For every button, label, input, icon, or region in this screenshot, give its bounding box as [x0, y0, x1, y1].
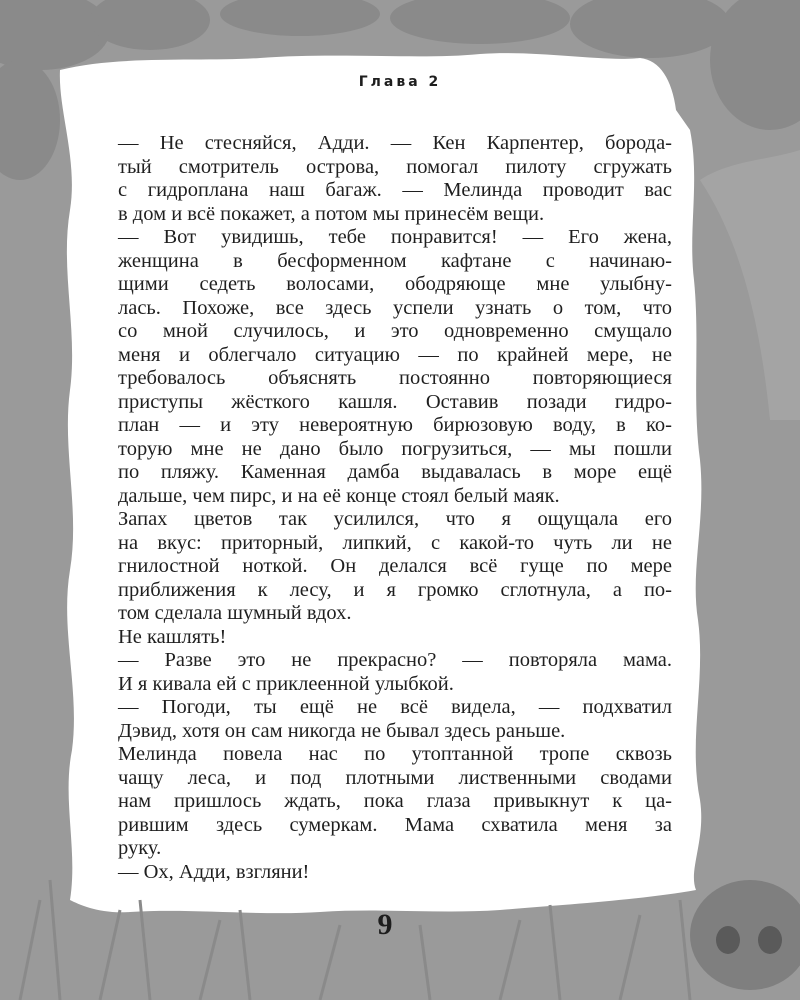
text-line: женщина в бесформенном кафтане с начинаю- [118, 249, 672, 272]
text-line: тый смотритель острова, помогал пилоту сгружать [118, 155, 672, 178]
page-number: 9 [377, 908, 393, 941]
paragraph [118, 626, 672, 650]
text-line: приближения к лесу, и я громко сглотнула, а по- [118, 578, 672, 601]
text-line: И я кивала ей с приклеенной улыбкой. [118, 672, 454, 695]
paragraph [118, 861, 672, 885]
text-line: со мной случилось, и это одновременно смущало [118, 320, 672, 342]
text-line: Не кашлять! [118, 625, 227, 648]
text-line: — Погоди, ты ещё не всё видела, — подхватил [118, 696, 672, 718]
text-line: торую мне не дано было погрузиться, — мы пошли [118, 437, 672, 460]
paragraph [118, 132, 672, 226]
text-line: с гидроплана наш багаж. — Мелинда проводит вас [118, 179, 672, 201]
paragraph [118, 696, 672, 743]
text-line: план — и эту невероятную бирюзовую воду, в ко- [118, 414, 672, 436]
text-line: Дэвид, хотя он сам никогда не бывал здесь раньше. [118, 719, 566, 742]
text-line: — Вот увидишь, тебе понравится! — Его жена, [118, 226, 672, 248]
text-line: руку. [118, 837, 162, 859]
text-line: Запах цветов так усилился, что я ощущала его [118, 508, 672, 530]
text-line: лась. Похоже, все здесь успели узнать о том, что [118, 296, 672, 319]
text-line: требовалось объяснять постоянно повторяющиеся [118, 367, 672, 389]
text-line: нам пришлось ждать, пока глаза привыкнут к ца- [118, 790, 672, 812]
text-line: — Ох, Адди, взгляни! [118, 860, 310, 883]
text-line: — Разве это не прекрасно? — повторяла мама. [118, 649, 672, 671]
body-text [118, 132, 672, 884]
paragraph [118, 649, 672, 696]
text-line: Мелинда повела нас по утоптанной тропе сквозь [118, 743, 672, 765]
text-line: по пляжу. Каменная дамба выдавалась в море ещё [118, 461, 672, 483]
text-line: чащу леса, и под плотными лиственными сводами [118, 766, 672, 789]
text-line: на вкус: приторный, липкий, с какой-то чуть ли не [118, 531, 672, 554]
text-line: рившим здесь сумеркам. Мама схватила меня за [118, 813, 672, 836]
text-line: в дом и всё покажет, а потом мы принесём вещи. [118, 202, 545, 225]
text-line: гнилостной ноткой. Он делался всё гуще по мере [118, 555, 672, 577]
chapter-heading: Глава 2 [358, 74, 442, 90]
paragraph [118, 226, 672, 508]
text-line: приступы жёсткого кашля. Оставив позади гидро- [118, 390, 672, 413]
text-line: том сделала шумный вдох. [118, 602, 352, 624]
text-line: меня и облегчало ситуацию — по крайней мере, не [118, 343, 672, 366]
text-line: дальше, чем пирс, и на её конце стоял белый маяк. [118, 484, 560, 507]
text-line: — Не стесняйся, Адди. — Кен Карпентер, борода- [118, 132, 672, 154]
paragraph [118, 508, 672, 626]
text-line: щими седеть волосами, ободряюще мне улыбну- [118, 273, 672, 295]
paragraph [118, 743, 672, 861]
